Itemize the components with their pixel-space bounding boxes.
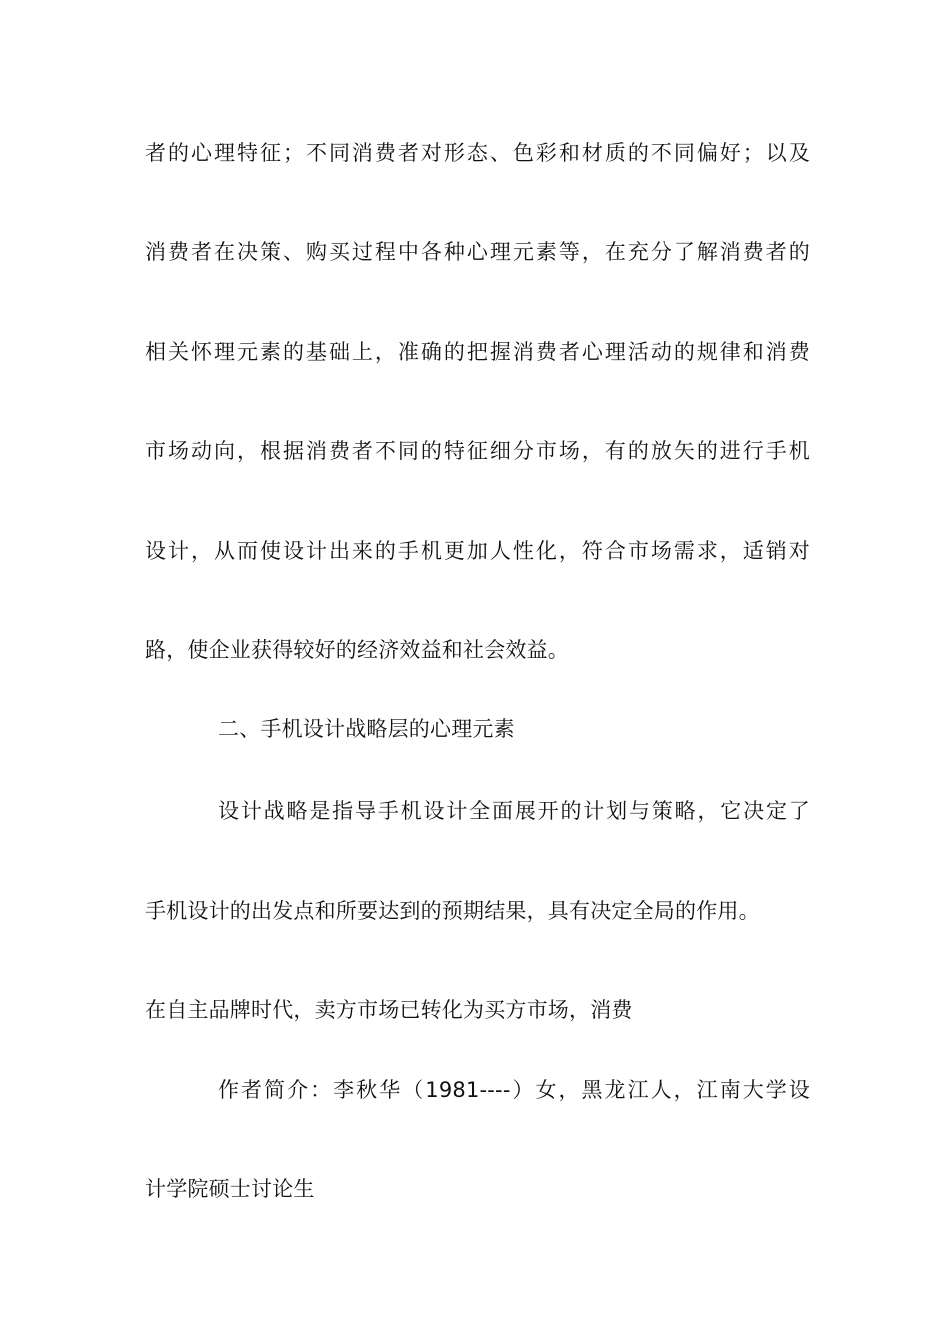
author-note-line: 作者简介：李秋华（1981----）女，黑龙江人，江南大学设 [218,1078,810,1102]
text-line: 路，使企业获得较好的经济效益和社会效益。 [145,638,569,662]
section-heading: 二、手机设计战略层的心理元素 [218,717,515,741]
text-line: 手机设计的出发点和所要达到的预期结果，具有决定全局的作用。 [145,899,760,923]
text-line: 设计，从而使设计出来的手机更加人性化，符合市场需求，适销对 [145,539,810,563]
text-line: 消费者在决策、购买过程中各种心理元素等，在充分了解消费者的 [145,240,810,264]
text-line: 相关怀理元素的基础上，准确的把握消费者心理活动的规律和消费 [145,340,810,364]
text-line: 在自主品牌时代，卖方市场已转化为买方市场，消费 [145,998,633,1022]
text-line: 者的心理特征；不同消费者对形态、色彩和材质的不同偏好；以及 [145,141,810,165]
text-line: 市场动向，根据消费者不同的特征细分市场，有的放矢的进行手机 [145,439,810,463]
author-note-line: 计学院硕士讨论生 [145,1177,315,1201]
text-line: 设计战略是指导手机设计全面展开的计划与策略，它决定了 [218,799,810,823]
